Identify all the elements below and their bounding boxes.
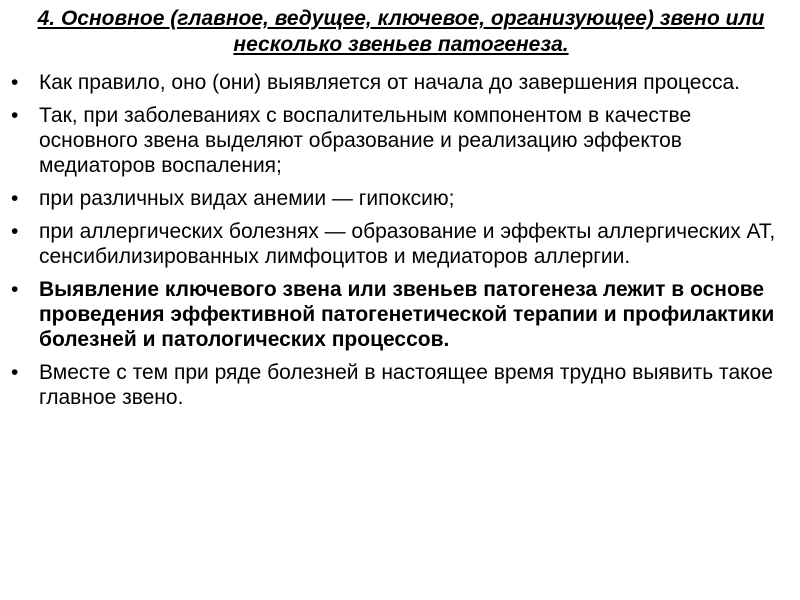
bullet-text: Выявление ключевого звена или звеньев патогенеза лежит в основе проведения эффективной патогенетической терапии и профилактики болезней и патологических процессов.: [39, 278, 775, 351]
bullet-text: Как правило, оно (они) выявляется от начала до завершения процесса.: [39, 71, 740, 94]
bullet-dot-icon: •: [11, 187, 19, 210]
bullet-text: Так, при заболеваниях с воспалительным компонентом в качестве основного звена выделяют образование и реализацию эффектов медиаторов воспаления;: [39, 104, 692, 177]
bullet-item: [8, 70, 792, 95]
bullet-item: [8, 360, 792, 410]
bullet-dot-icon: •: [11, 361, 19, 384]
bullet-item: [8, 277, 792, 352]
bullet-item: [8, 186, 792, 211]
bullet-dot-icon: •: [11, 71, 19, 94]
bullet-text: при различных видах анемии — гипоксию;: [39, 187, 455, 210]
bullet-item: [8, 219, 792, 269]
bullet-list: [8, 70, 792, 418]
bullet-item: [8, 103, 792, 178]
bullet-dot-icon: •: [11, 104, 19, 127]
slide-title: 4. Основное (главное, ведущее, ключевое, организующее) звено или несколько звеньев патогенеза.: [37, 7, 765, 56]
bullet-text: при аллергических болезнях — образование и эффекты аллергических АТ, сенсибилизированных лимфоцитов и медиаторов аллергии.: [39, 220, 776, 268]
bullet-text: Вместе с тем при ряде болезней в настоящее время трудно выявить такое главное звено.: [39, 361, 773, 409]
bullet-dot-icon: •: [11, 220, 19, 243]
bullet-dot-icon: •: [11, 278, 19, 301]
